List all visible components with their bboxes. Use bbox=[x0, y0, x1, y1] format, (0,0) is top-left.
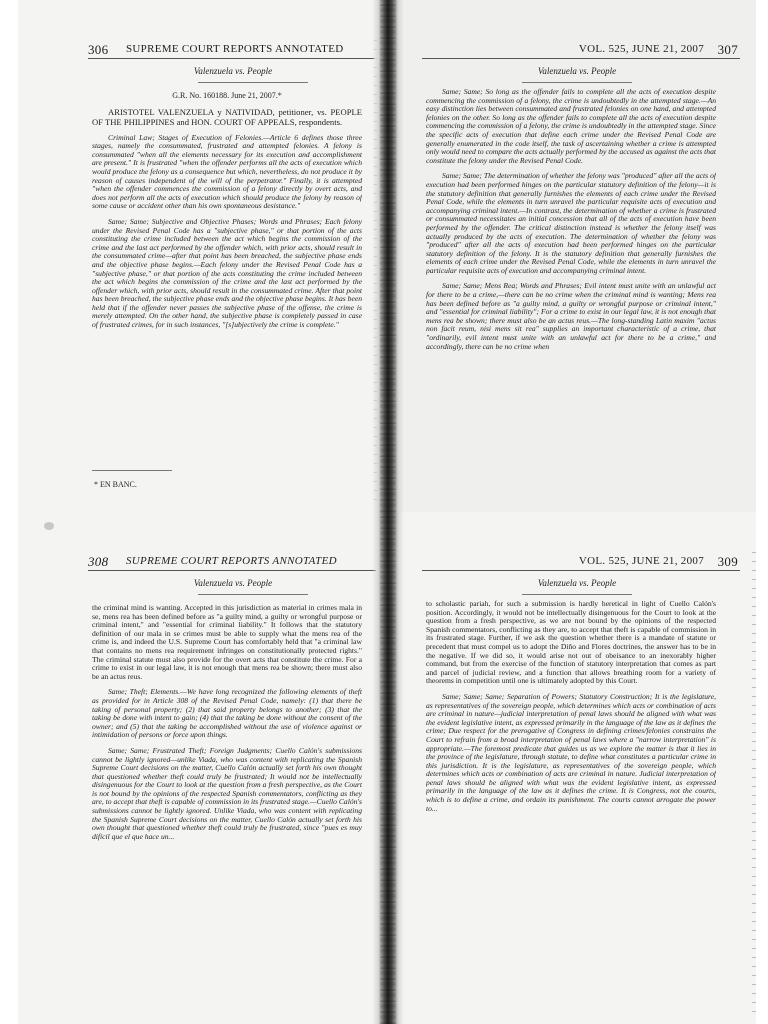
syllabus-paragraph: Criminal Law; Stages of Execution of Felonies.—Article 6 defines those three stages, namely the consummated, frustrated and attempted felonies. A felony is consummated "when all the elements necessary for its execution and accomplishment are present." It is frustrated "when the offender performs all the acts of execution which would produce the felony as a consequence but which, nevertheless, do not produce it by reason of causes independent of the will of the perpetrator." Finally, it is attempted "when the offender commences the commission of a felony directly by overt acts, and does not perform all the acts of execution which should produce the felony by reason of some cause or accident other than his own spontaneous desistance." bbox=[92, 132, 362, 211]
page-number: 309 bbox=[717, 554, 738, 569]
page-306 bbox=[18, 0, 378, 512]
running-head: Valenzuela vs. People bbox=[193, 66, 273, 76]
text-column bbox=[426, 88, 716, 512]
text-column bbox=[92, 92, 362, 512]
text-column bbox=[426, 600, 716, 1024]
page-header bbox=[392, 552, 756, 572]
gutter-noise bbox=[380, 512, 396, 1024]
case-parties: ARISTOTEL VALENZUELA y NATIVIDAD, petitioner, vs. PEOPLE OF THE PHILIPPINES and HON. COURT OF APPEALS, respondents. bbox=[92, 106, 362, 127]
syllabus-paragraph: Same; Same; Subjective and Objective Phases; Words and Phrases; Each felony under the Revised Penal Code has a "subjective phase," or that portion of the acts constituting the crime included between the act which begins the commission of the crime and the last act performed by the offender which, with prior acts, should result in the consummated crime—after that point has been breached, the subjective phase ends and the objective phase begins.—Each felony under the Revised Penal Code has a "subjective phase," or that portion of the acts constituting the crime included between the act which begins the commission of the crime and the last act performed by the offender which, with prior acts, should result in the consummated crime. After that point has been breached, the subjective phase ends and the objective phase begins. It has been held that if the offender never passes the subjective phase of the offense, the crime is merely attempted. On the other hand, the subjective phase is completely passed in case of frustrated crimes, for in such instances, "[s]ubjectively the crime is complete." bbox=[92, 216, 362, 330]
gutter-noise bbox=[380, 0, 396, 512]
running-head-rule bbox=[198, 82, 308, 83]
header-rule bbox=[88, 570, 376, 571]
syllabus-paragraph: Same; Same; The determination of whether the felony was "produced" after all the acts of execution had been performed hinges on the particular statutory definition of the felony—it is the statutory definition that generally furnishes the elements of each crime under the Revised Penal Code, while the elements in turn unravel the particular requisite acts of execution and accompanying criminal intent.—In contrast, the determination of whether a crime is frustrated or consummated necessitates an initial concession that all of the acts of execution have been performed by the offender. The critical distinction instead is whether the felony itself was actually produced by the acts of execution. The determination of whether the felony was "produced" after all the acts of execution had been performed hinges on the particular statutory definition of the felony. It is the statutory definition that generally furnishes the elements of each crime under the Revised Penal Code, while the elements in turn unravel the particular requisite acts of execution and accompanying criminal intent. bbox=[426, 171, 716, 275]
header-rule bbox=[422, 58, 740, 59]
running-head: Valenzuela vs. People bbox=[193, 578, 273, 588]
running-head-rule bbox=[522, 82, 632, 83]
page-308 bbox=[18, 512, 378, 1024]
page-header bbox=[392, 40, 756, 60]
body-paragraph: the criminal mind is wanting. Accepted in this jurisdiction as material in crimes mala in se, mens rea has been defined before as "a guilty mind, a guilty or wrongful purpose or criminal intent," and "essential for criminal liability." It follows that the statutory definition of our mala in se crimes must be able to supply what the mens rea of the crime is, and indeed the U.S. Supreme Court has comfortably held that "a criminal law that contains no mens rea requirement infringes on constitutionally protected rights." The criminal statute must also provide for the overt acts that constitute the crime. For a crime to exist in our legal law, it is not enough that mens rea be shown; there must also be an actus reus. bbox=[92, 604, 362, 681]
header-rule bbox=[422, 570, 740, 571]
running-head: Valenzuela vs. People bbox=[537, 578, 617, 588]
running-head-rule bbox=[198, 594, 308, 595]
page-number: 308 bbox=[88, 554, 109, 569]
bottom-page-spread bbox=[0, 512, 768, 1024]
footnote-rule bbox=[92, 470, 172, 471]
report-title: SUPREME COURT REPORTS ANNOTATED bbox=[126, 43, 344, 55]
footnote: * EN BANC. bbox=[94, 480, 137, 489]
page-307 bbox=[392, 0, 756, 512]
running-head: Valenzuela vs. People bbox=[537, 66, 617, 76]
body-paragraph: to scholastic pariah, for such a submission is hardly heretical in light of Cuello Calón's position. Accordingly, it would not be intellectually disingenuous for the Court to look at the question from a fresh perspective, as we are not bound by the opinions of the respected Spanish commentators, conflicting as they are, to accept that theft is capable of commission in its frustrated stage. Further, if we ask the question whether there is a mandate of statute or precedent that must compel us to adopt the Diño and Flores doctrines, the answer has to be in the negative. If we did so, it would arise not out of obeisance to an inexorably higher command, but from the exercise of the function of statutory interpretation that comes as part and parcel of judicial review, and a function that allows breathing room for a variety of theorems in competition until one is ultimately adopted by this Court. bbox=[426, 600, 716, 686]
syllabus-paragraph: Same; Same; Mens Rea; Words and Phrases; Evil intent must unite with an unlawful act for there to be a crime,—there can be no crime when the criminal mind is wanting; Mens rea has been defined before as "a guilty mind, a guilty or wrongful purpose or criminal intent," and "essential for criminal liability"; For a crime to exist in our legal law, it is not enough that mens rea be shown; there must also be an actus reus.—The long-standing Latin maxim "actus non facit reum, nisi mens sit rea" supplies an important characteristic of a crime, that "ordinarily, evil intent must unite with an unlawful act for there to be a crime," and accordingly, there can be no crime when bbox=[426, 281, 716, 351]
page-edge-shadow bbox=[752, 552, 756, 1012]
syllabus-paragraph: Same; Same; Frustrated Theft; Foreign Judgments; Cuello Calón's submissions cannot be lightly ignored—unlike Viada, who was content with replicating the Spanish Supreme Court decisions on the matter, Cuello Calón actually set forth his own thought that questioned whether theft could truly be frustrated; It would not be intellectually disingenuous for the Court to look at the question from a fresh perspective, as the Court is not bound by the opinions of the respected Spanish commentators, conflicting as they are, to accept that theft is capable of commission in its frustrated stage.—Cuello Calón's submissions cannot be lightly ignored. Unlike Viada, who was content with replicating the Spanish Supreme Court decisions on the matter, Cuello Calón actually set forth his own thought that questioned whether theft could truly be frustrated, since "pues es muy difícil que el que hace un... bbox=[92, 745, 362, 841]
syllabus-paragraph: Same; Same; So long as the offender fails to complete all the acts of execution despite commencing the commission of a felony, the crime is undoubtedly in the attempted stage.—An easy distinction lies between consummated and frustrated felonies on one hand, and attempted felonies on the other. So long as the offender fails to complete all the acts of execution despite commencing the commission of a felony, the crime is undoubtedly in the attempted stage. Since the specific acts of execution that define each crime under the Revised Penal Code are generally enumerated in the code itself, the task of ascertaining whether a crime is attempted only would need to compare the acts actually performed by the accused as against the acts that constitute the felony under the Revised Penal Code. bbox=[426, 88, 716, 165]
syllabus-paragraph: Same; Same; Same; Separation of Powers; Statutory Construction; It is the legislature, as representatives of the sovereign people, which determines which acts or combination of acts are criminal in nature—judicial interpretation of penal laws should be aligned with what was the evident legislative intent, as expressed primarily in the language of the law as it defines the crime; Due respect for the prerogative of Congress in defining crimes/felonies constrains the Court to refrain from a broad interpretation of penal laws where a "narrow interpretation" is appropriate.—The foremost predicate that guides us as we explore the matter is that it lies in the province of the legislature, through statute, to define what constitutes a particular crime in this jurisdiction. It is the legislature, as representatives of the sovereign people, which determines which acts or combination of acts are criminal in nature. Judicial interpretation of penal laws should be aligned with what was the evident legislative intent, as expressed primarily in the language of the law as it defines the crime. It is Congress, not the courts, which is to define a crime, and ordain its punishment. The courts cannot arrogate the power to... bbox=[426, 691, 716, 813]
page-header bbox=[18, 552, 378, 572]
syllabus-paragraph: Same; Theft; Elements.—We have long recognized the following elements of theft as provided for in Article 308 of the Revised Penal Code, namely: (1) that there be taking of personal property; (2) that said property belongs to another; (3) that the taking be done with intent to gain; (4) that the taking be done without the consent of the owner; and (5) that the taking be accomplished without the use of violence against or intimidation of persons or force upon things. bbox=[92, 687, 362, 740]
page-number: 307 bbox=[717, 42, 738, 57]
page-header bbox=[18, 40, 378, 60]
scan-smudge bbox=[44, 522, 54, 530]
case-number: G.R. No. 160188. June 21, 2007.* bbox=[172, 92, 282, 100]
report-title: VOL. 525, JUNE 21, 2007 bbox=[578, 43, 704, 55]
report-title: VOL. 525, JUNE 21, 2007 bbox=[578, 555, 704, 567]
running-head-rule bbox=[522, 594, 632, 595]
page-309 bbox=[392, 512, 756, 1024]
header-rule bbox=[88, 58, 376, 59]
page-number: 306 bbox=[88, 42, 109, 57]
text-column bbox=[92, 604, 362, 1024]
report-title: SUPREME COURT REPORTS ANNOTATED bbox=[126, 555, 337, 567]
